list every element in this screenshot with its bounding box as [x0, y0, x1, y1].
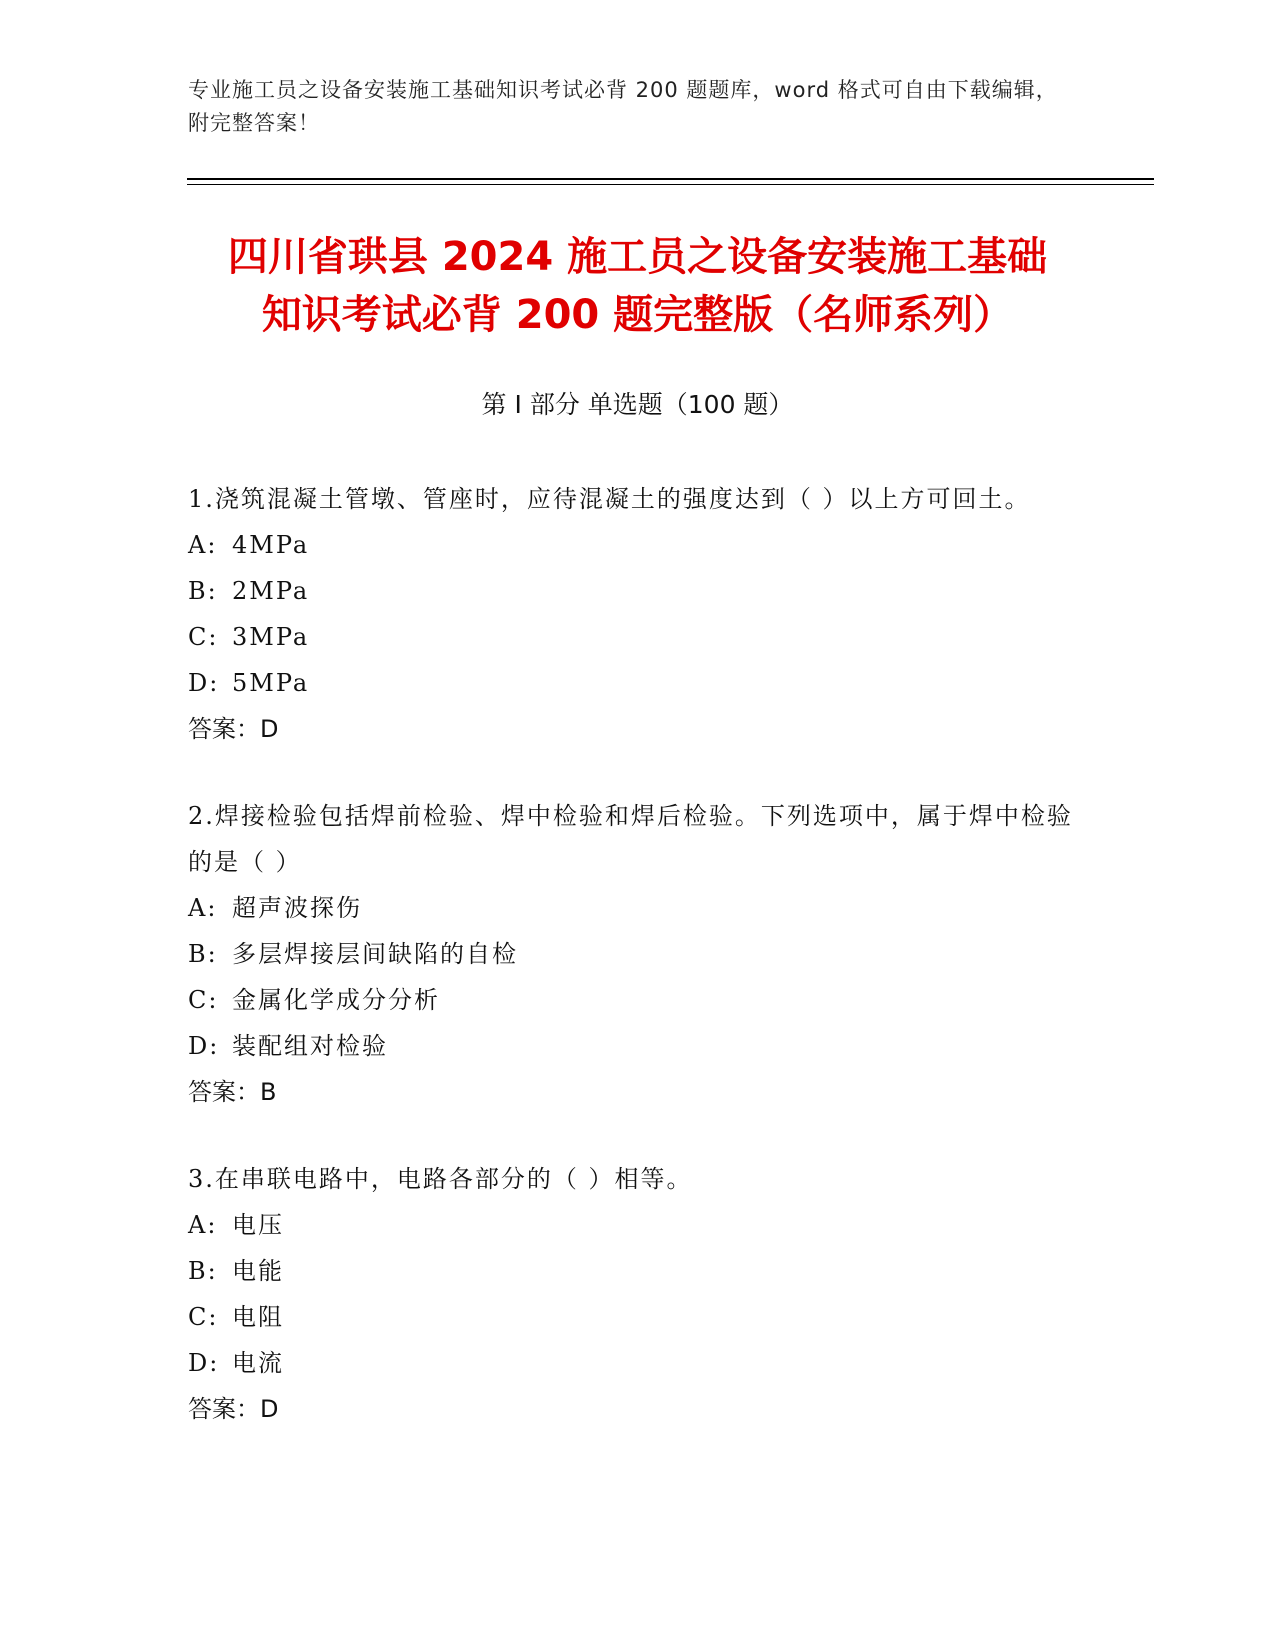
option-letter: A:: [188, 1211, 218, 1239]
option-text: 2MPa: [232, 577, 310, 605]
option-a: [188, 1202, 1088, 1248]
option-text: 5MPa: [232, 669, 310, 697]
section-heading: 第 I 部分 单选题（100 题）: [481, 390, 794, 419]
option-letter: C:: [188, 986, 219, 1014]
option-d: [188, 1340, 1088, 1386]
option-letter: A:: [188, 531, 218, 559]
option-letter: D:: [188, 669, 220, 697]
question-stem: 2.焊接检验包括焊前检验、焊中检验和焊后检验。下列选项中，属于焊中检验的是（ ）: [188, 802, 1073, 876]
option-c: [188, 977, 1088, 1023]
header-rule-thick: [187, 178, 1154, 180]
option-letter: B:: [188, 577, 218, 605]
question-3: [188, 1156, 1088, 1432]
option-c: [188, 1294, 1088, 1340]
question-list: [188, 476, 1088, 1473]
option-letter: D:: [188, 1349, 220, 1377]
option-b: [188, 568, 1088, 614]
option-text: 金属化学成分分析: [232, 986, 440, 1014]
option-text: 4MPa: [232, 531, 310, 559]
title-line-2: 知识考试必背 200 题完整版（名师系列）: [261, 292, 1014, 338]
option-b: [188, 1248, 1088, 1294]
question-stem: 3.在串联电路中，电路各部分的（ ）相等。: [188, 1165, 693, 1193]
option-letter: B:: [188, 1257, 218, 1285]
header-rule-thin: [187, 184, 1154, 185]
question-stem: 1.浇筑混凝土管墩、管座时，应待混凝土的强度达到（ ）以上方可回土。: [188, 485, 1031, 513]
option-a: [188, 522, 1088, 568]
option-letter: D:: [188, 1032, 220, 1060]
option-text: 超声波探伤: [232, 894, 362, 922]
option-text: 电能: [232, 1257, 284, 1285]
document-title: [150, 228, 1125, 344]
option-text: 3MPa: [232, 623, 310, 651]
option-text: 电阻: [232, 1303, 284, 1331]
answer-line: 答案：D: [188, 715, 279, 743]
option-a: [188, 885, 1088, 931]
option-c: [188, 614, 1088, 660]
option-letter: A:: [188, 894, 218, 922]
option-text: 多层焊接层间缺陷的自检: [232, 940, 518, 968]
option-text: 电压: [232, 1211, 284, 1239]
question-1: [188, 476, 1088, 752]
option-text: 电流: [232, 1349, 284, 1377]
option-letter: C:: [188, 623, 219, 651]
option-b: [188, 931, 1088, 977]
option-text: 装配组对检验: [232, 1032, 388, 1060]
option-letter: C:: [188, 1303, 219, 1331]
title-line-1: 四川省珙县 2024 施工员之设备安装施工基础: [227, 234, 1048, 280]
answer-line: 答案：D: [188, 1395, 279, 1423]
answer-line: 答案：B: [188, 1078, 277, 1106]
option-d: [188, 1023, 1088, 1069]
header-note: 专业施工员之设备安装施工基础知识考试必背 200 题题库，word 格式可自由下载编辑，附完整答案！: [188, 78, 1058, 135]
option-d: [188, 660, 1088, 706]
option-letter: B:: [188, 940, 218, 968]
question-2: [188, 793, 1088, 1115]
